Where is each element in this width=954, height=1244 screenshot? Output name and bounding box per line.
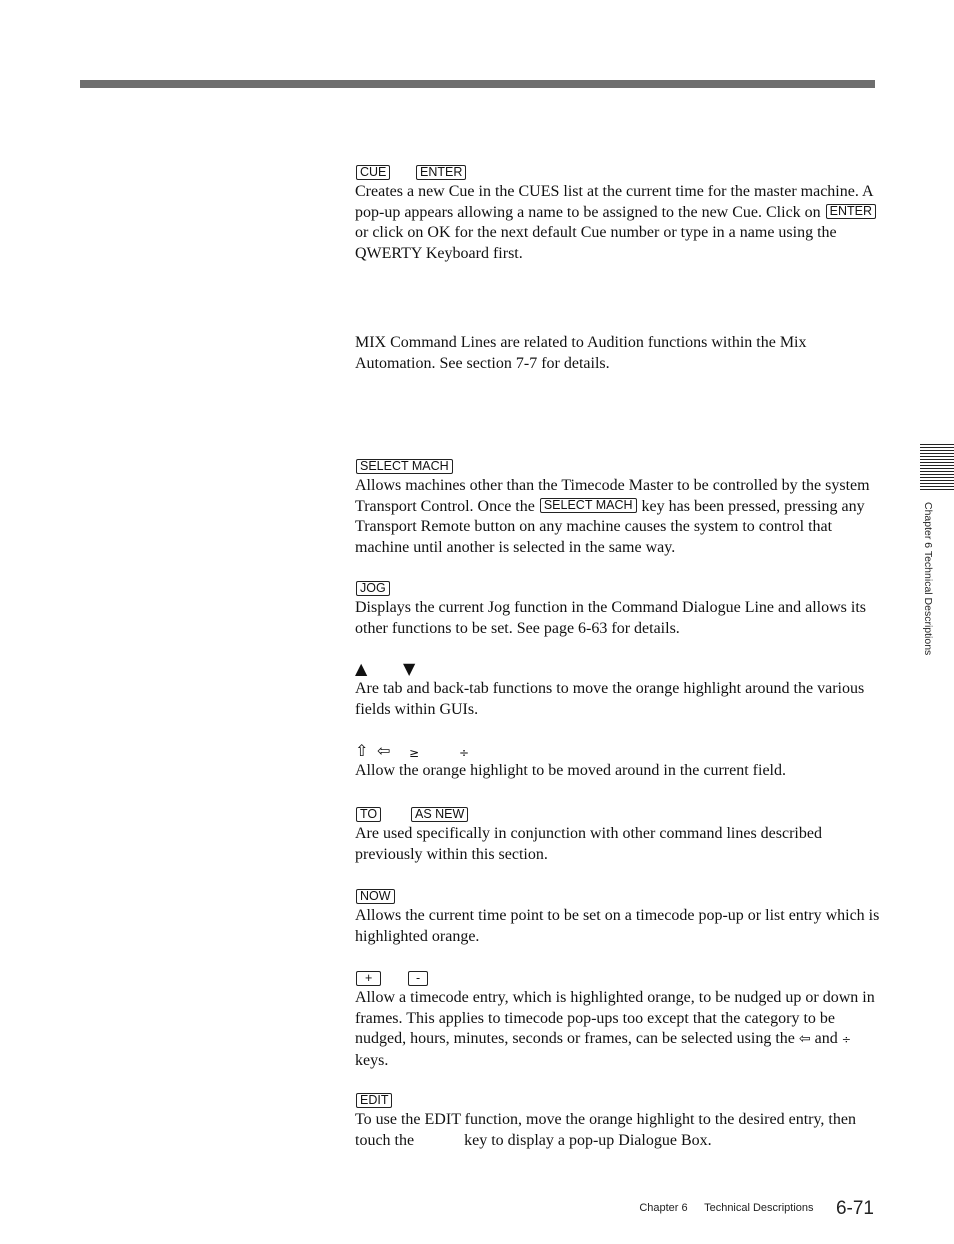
description: [355, 988, 880, 1071]
arrow-right-icon: ≥: [409, 746, 420, 760]
key-row: [355, 804, 880, 824]
key-now: NOW: [356, 889, 395, 904]
footer-chapter: Chapter 6: [639, 1202, 688, 1214]
description: [355, 1110, 880, 1151]
description-text: keys.: [355, 1051, 389, 1069]
entry-jog: [355, 578, 880, 639]
entry-arrows: [355, 741, 880, 782]
description: Allow the orange highlight to be moved around in the current field.: [355, 762, 786, 779]
description: MIX Command Lines are related to Audition functions within the Mix Automation. See section 7-7 for details.: [355, 334, 807, 372]
arrow-left-icon: ⇦: [377, 741, 391, 760]
description: Are tab and back-tab functions to move the orange highlight around the various fields within GUIs.: [355, 680, 865, 718]
entry-cue: [355, 162, 880, 264]
key-row: [355, 968, 880, 988]
entry-tab: [355, 659, 880, 720]
key-enter-inline: ENTER: [826, 204, 876, 219]
key-select-mach: SELECT MACH: [356, 459, 453, 474]
key-minus: -: [408, 971, 428, 986]
arrow-down-icon: ÷: [841, 1033, 851, 1046]
key-row: [355, 162, 880, 182]
entry-edit: [355, 1090, 880, 1151]
description-text: Creates a new Cue in the CUES list at the current time for the master machine. A pop-up appears allowing a name to be assigned to the new Cue. Click on: [355, 183, 873, 221]
chapter-side-label: Chapter 6 Technical Descriptions: [922, 502, 934, 656]
triangle-up-icon: ▲: [355, 659, 368, 678]
key-as-new: AS NEW: [411, 807, 468, 822]
description: [355, 476, 880, 558]
description-text: or click on OK for the next default Cue number or type in a name using the QWERTY Keyboard first.: [355, 224, 837, 262]
key-row: [355, 1090, 880, 1110]
key-cue: CUE: [356, 165, 390, 180]
description: Are used specifically in conjunction with other command lines described previously within this section.: [355, 825, 822, 863]
key-jog: JOG: [356, 581, 390, 596]
arrow-up-icon: ⇧: [355, 741, 369, 760]
description-text: key has been pressed, pressing any Transport Remote button on any machine causes the system to control that machine until another is selected in the same way.: [355, 497, 865, 556]
key-to: TO: [356, 807, 381, 822]
entry-to-asnew: [355, 804, 880, 865]
entry-plus-minus: [355, 968, 880, 1071]
description-text: and: [814, 1030, 838, 1047]
key-row: [355, 741, 880, 761]
key-plus: +: [356, 971, 381, 986]
entry-mix: [355, 333, 880, 374]
key-select-mach-inline: SELECT MACH: [540, 498, 637, 513]
footer-title: Technical Descriptions: [704, 1202, 814, 1214]
description-text: key to display a pop-up Dialogue Box.: [464, 1131, 712, 1149]
entry-select-mach: [355, 456, 880, 558]
header-rule: [80, 80, 875, 88]
description: [355, 182, 880, 264]
description-text: To use the EDIT function, move the orange highlight to the desired entry, then touch the: [355, 1111, 856, 1149]
triangle-down-icon: ▼: [403, 659, 416, 678]
page-number: 6-71: [835, 1198, 874, 1219]
arrow-down-icon: ÷: [459, 746, 470, 760]
key-row: [355, 659, 880, 679]
key-edit: EDIT: [356, 1093, 392, 1108]
key-row: [355, 886, 880, 906]
description: Allows the current time point to be set on a timecode pop-up or list entry which is highlighted orange.: [355, 907, 880, 945]
description-text: Allows machines other than the Timecode Master to be controlled by the system Transport Control. Once the: [355, 477, 870, 515]
key-enter: ENTER: [416, 165, 466, 180]
chapter-tab-marker: [920, 444, 954, 492]
description-text: Allow a timecode entry, which is highlighted orange, to be nudged up or down in frames. This applies to timecode pop-ups too except that the category to be nudged, hours, minutes, seconds or frames, can be selected using the: [355, 989, 875, 1047]
entry-now: [355, 886, 880, 947]
arrow-left-icon: ⇦: [798, 1031, 811, 1047]
page-footer: [639, 1198, 874, 1224]
key-row: [355, 578, 880, 598]
description: Displays the current Jog function in the Command Dialogue Line and allows its other functions to be set. See page 6-63 for details.: [355, 599, 867, 637]
key-row: [355, 456, 880, 476]
